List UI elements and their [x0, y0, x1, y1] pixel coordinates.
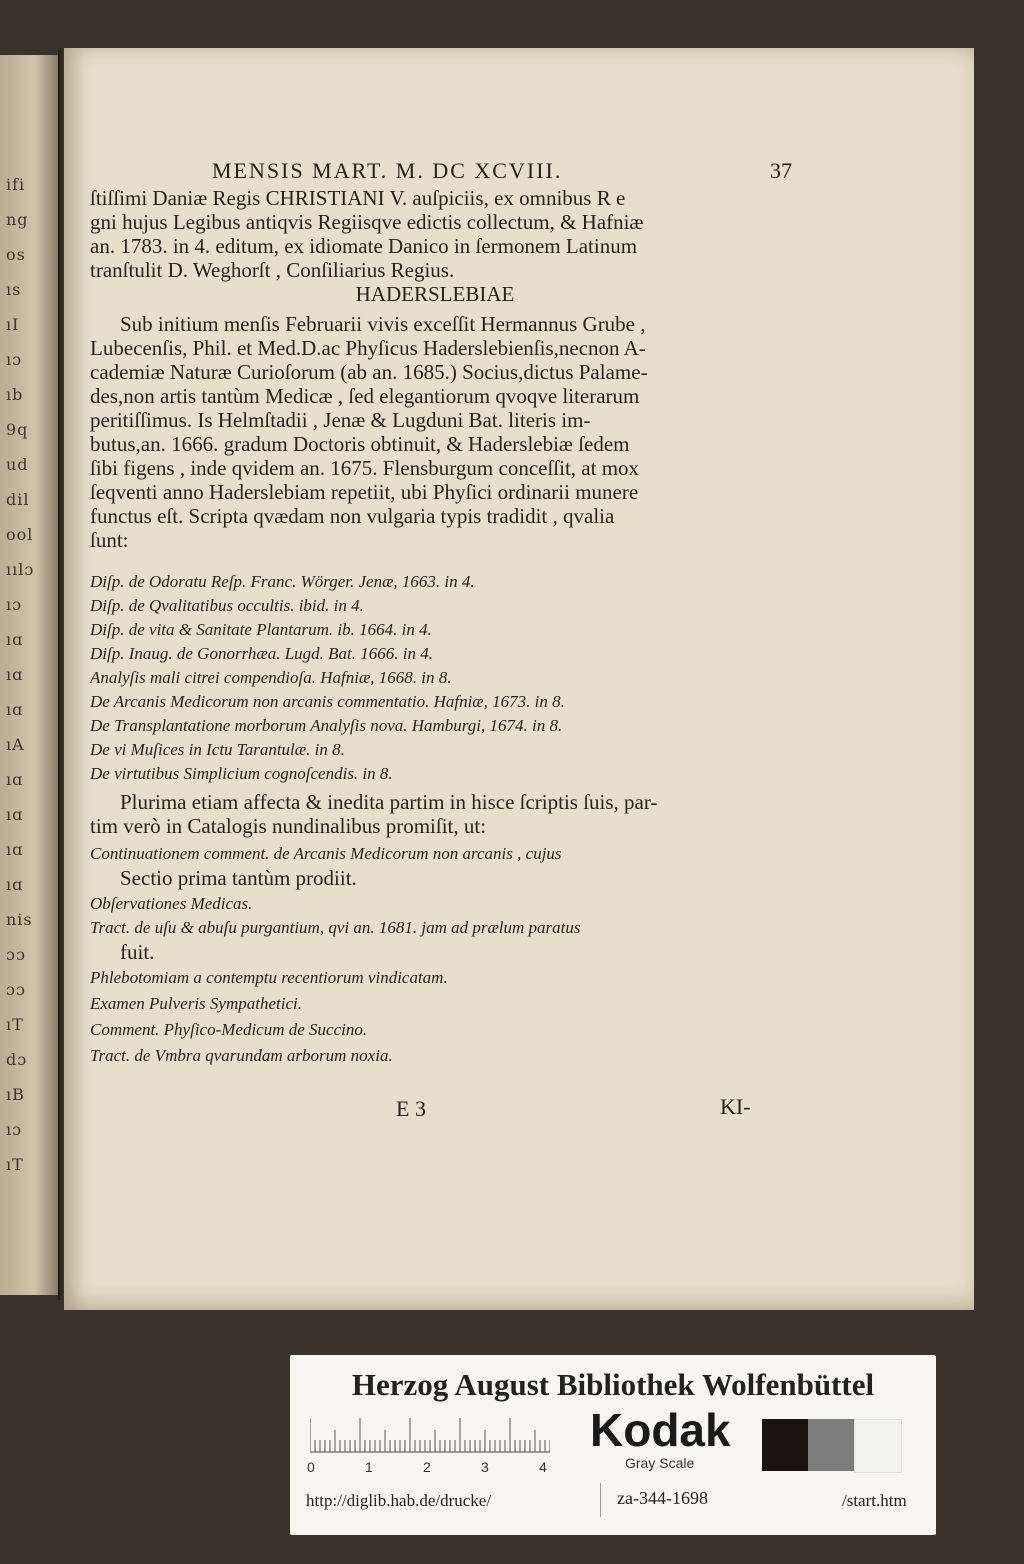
ruler-number: 4 — [539, 1459, 547, 1475]
text-line: gni hujus Legibus antiqvis Regiisqve edictis collectum, & Hafniæ — [90, 210, 644, 234]
work-entry: Diſp. de Odoratu Reſp. Franc. Wörger. Jenæ, 1663. in 4. — [90, 572, 475, 591]
page-number: 37 — [770, 158, 792, 183]
text-line: tranſtulit D. Weghorſt , Conſiliarius Regius. — [90, 258, 455, 282]
library-label — [290, 1355, 936, 1535]
work-entry: Diſp. de vita & Sanitate Plantarum. ib. 1664. in 4. — [90, 620, 432, 639]
work-entry: De Transplantatione morborum Analyſis nova. Hamburgi, 1674. in 8. — [90, 716, 563, 735]
promised-work: Examen Pulveris Sympathetici. — [90, 994, 302, 1013]
promised-work: Phlebotomiam a contemptu recentiorum vindicatam. — [90, 968, 448, 987]
facing-page-fragment: ool — [6, 525, 34, 544]
facing-page-fragment: ıI — [6, 315, 20, 334]
text-line: ſunt: — [90, 528, 129, 552]
facing-page-fragment: ıA — [6, 735, 25, 754]
facing-page-fragment: ıB — [6, 1085, 25, 1104]
text-line: peritiſſimus. Is Helmſtadii , Jenæ & Lugduni Bat. literis im- — [90, 408, 591, 432]
section-heading: HADERSLEBIAE — [355, 282, 515, 306]
gray-scale-swatches — [762, 1419, 902, 1471]
facing-page-fragment: ıɔ — [6, 350, 23, 369]
text-line: ſibi figens , inde qvidem an. 1675. Flensburgum conceſſit, at mox — [90, 456, 640, 480]
swatch-black — [762, 1419, 808, 1471]
text-line: Plurima etiam affecta & inedita partim in hisce ſcriptis ſuis, par- — [120, 790, 658, 814]
facing-page-fragment: ud — [6, 455, 29, 474]
work-entry: Analyſis mali citrei compendioſa. Hafniæ, 1668. in 8. — [90, 668, 452, 687]
facing-page-fragment: dɔ — [6, 1050, 28, 1069]
work-entry: De virtutibus Simplicium cognoſcendis. in 8. — [90, 764, 393, 783]
swatch-gray — [808, 1419, 854, 1471]
promised-work: Continuationem comment. de Arcanis Medicorum non arcanis , cujus — [90, 844, 562, 863]
signature-mark: E 3 — [396, 1096, 426, 1121]
facing-page-fragment: ıɔ — [6, 1120, 23, 1139]
facing-page-fragment: ıs — [6, 280, 22, 299]
text-line: cademiæ Naturæ Curioſorum (ab an. 1685.) Socius,dictus Palame- — [90, 360, 648, 384]
facing-page-fragment: ıɑ — [6, 630, 24, 649]
promised-work: Sectio prima tantùm prodiit. — [120, 866, 357, 890]
facing-page-fragment: os — [6, 245, 26, 264]
facing-page-fragment: ıɑ — [6, 840, 24, 859]
facing-page-fragment: ıɑ — [6, 770, 24, 789]
facing-page-fragment: ıɔ — [6, 595, 23, 614]
catchword: KI- — [720, 1094, 751, 1119]
ruler-number: 1 — [365, 1459, 373, 1475]
running-header — [212, 158, 792, 184]
ruler-number: 0 — [307, 1459, 315, 1475]
text-line: ſeqventi anno Haderslebiam repetiit, ubi Phyſici ordinarii munere — [90, 480, 639, 504]
running-title: MENSIS MART. M. DC XCVIII. — [212, 158, 563, 183]
shelfmark: za-344-1698 — [600, 1483, 737, 1517]
facing-page-fragment: ng — [6, 210, 29, 229]
promised-work: Obſervationes Medicas. — [90, 894, 253, 913]
book-page — [64, 48, 974, 1310]
work-entry: De vi Muſices in Ictu Tarantulæ. in 8. — [90, 740, 345, 759]
text-line: Sub initium menſis Februarii vivis exceſſit Hermannus Grube , — [120, 312, 646, 336]
facing-page-fragment: ıɑ — [6, 665, 24, 684]
text-line: des,non artis tantùm Medicæ , ſed elegantiorum qvoqve literarum — [90, 384, 640, 408]
start-path: /start.htm — [842, 1491, 907, 1510]
ruler-number: 2 — [423, 1459, 431, 1475]
gray-scale-caption: Gray Scale — [625, 1455, 695, 1471]
facing-page-fragment: ıb — [6, 385, 24, 404]
ruler-number: 3 — [481, 1459, 489, 1475]
work-entry: De Arcanis Medicorum non arcanis commentatio. Hafniæ, 1673. in 8. — [90, 692, 565, 711]
facing-page-fragment: ifi — [6, 175, 26, 194]
facing-page-fragment: ıT — [6, 1155, 24, 1174]
text-line: ſtiſſimi Daniæ Regis CHRISTIANI V. auſpiciis, ex omnibus R e — [90, 186, 626, 210]
facing-page-fragment: ıT — [6, 1015, 24, 1034]
promised-work: Comment. Phyſico-Medicum de Succino. — [90, 1020, 368, 1039]
text-line: Lubecenſis, Phil. et Med.D.ac Phyſicus Haderslebienſis,necnon A- — [90, 336, 646, 360]
facing-page-fragment: 9q — [6, 420, 29, 439]
promised-work: fuit. — [120, 940, 155, 964]
text-line: butus,an. 1666. gradum Doctoris obtinuit, & Haderslebiæ ſedem — [90, 432, 630, 456]
promised-work: Tract. de Vmbra qvarundam arborum noxia. — [90, 1046, 393, 1065]
text-line: tim verò in Catalogis nundinalibus promiſit, ut: — [90, 814, 487, 838]
facing-page-fragment: ɔɔ — [6, 945, 26, 964]
facing-page-fragment: ıɑ — [6, 700, 24, 719]
library-name: Herzog August Bibliothek Wolfenbüttel — [351, 1367, 875, 1402]
facing-page-edge — [0, 55, 58, 1295]
facing-page-fragment: ıɑ — [6, 805, 24, 824]
ruler-numbers — [307, 1417, 550, 1477]
work-entry: Diſp. de Qvalitatibus occultis. ibid. in 4. — [90, 596, 364, 615]
facing-page-fragment: ıɑ — [6, 875, 24, 894]
facing-page-fragment: dil — [6, 490, 30, 509]
text-line: an. 1783. in 4. editum, ex idiomate Danico in ſermonem Latinum — [90, 234, 638, 258]
text-line: functus eſt. Scripta qvædam non vulgaria typis tradidit , qvalia — [90, 504, 615, 528]
facing-page-fragment: nis — [6, 910, 33, 929]
kodak-logo: Kodak — [590, 1404, 731, 1456]
promised-work: Tract. de uſu & abuſu purgantium, qvi an. 1681. jam ad prælum paratus — [90, 918, 581, 937]
facing-page-fragment: ɔɔ — [6, 980, 26, 999]
swatch-white — [854, 1419, 902, 1473]
library-url[interactable]: http://diglib.hab.de/drucke/ — [306, 1491, 492, 1510]
facing-page-fragment: ıılɔ — [6, 560, 35, 579]
work-entry: Diſp. Inaug. de Gonorrhæa. Lugd. Bat. 1666. in 4. — [90, 644, 434, 663]
